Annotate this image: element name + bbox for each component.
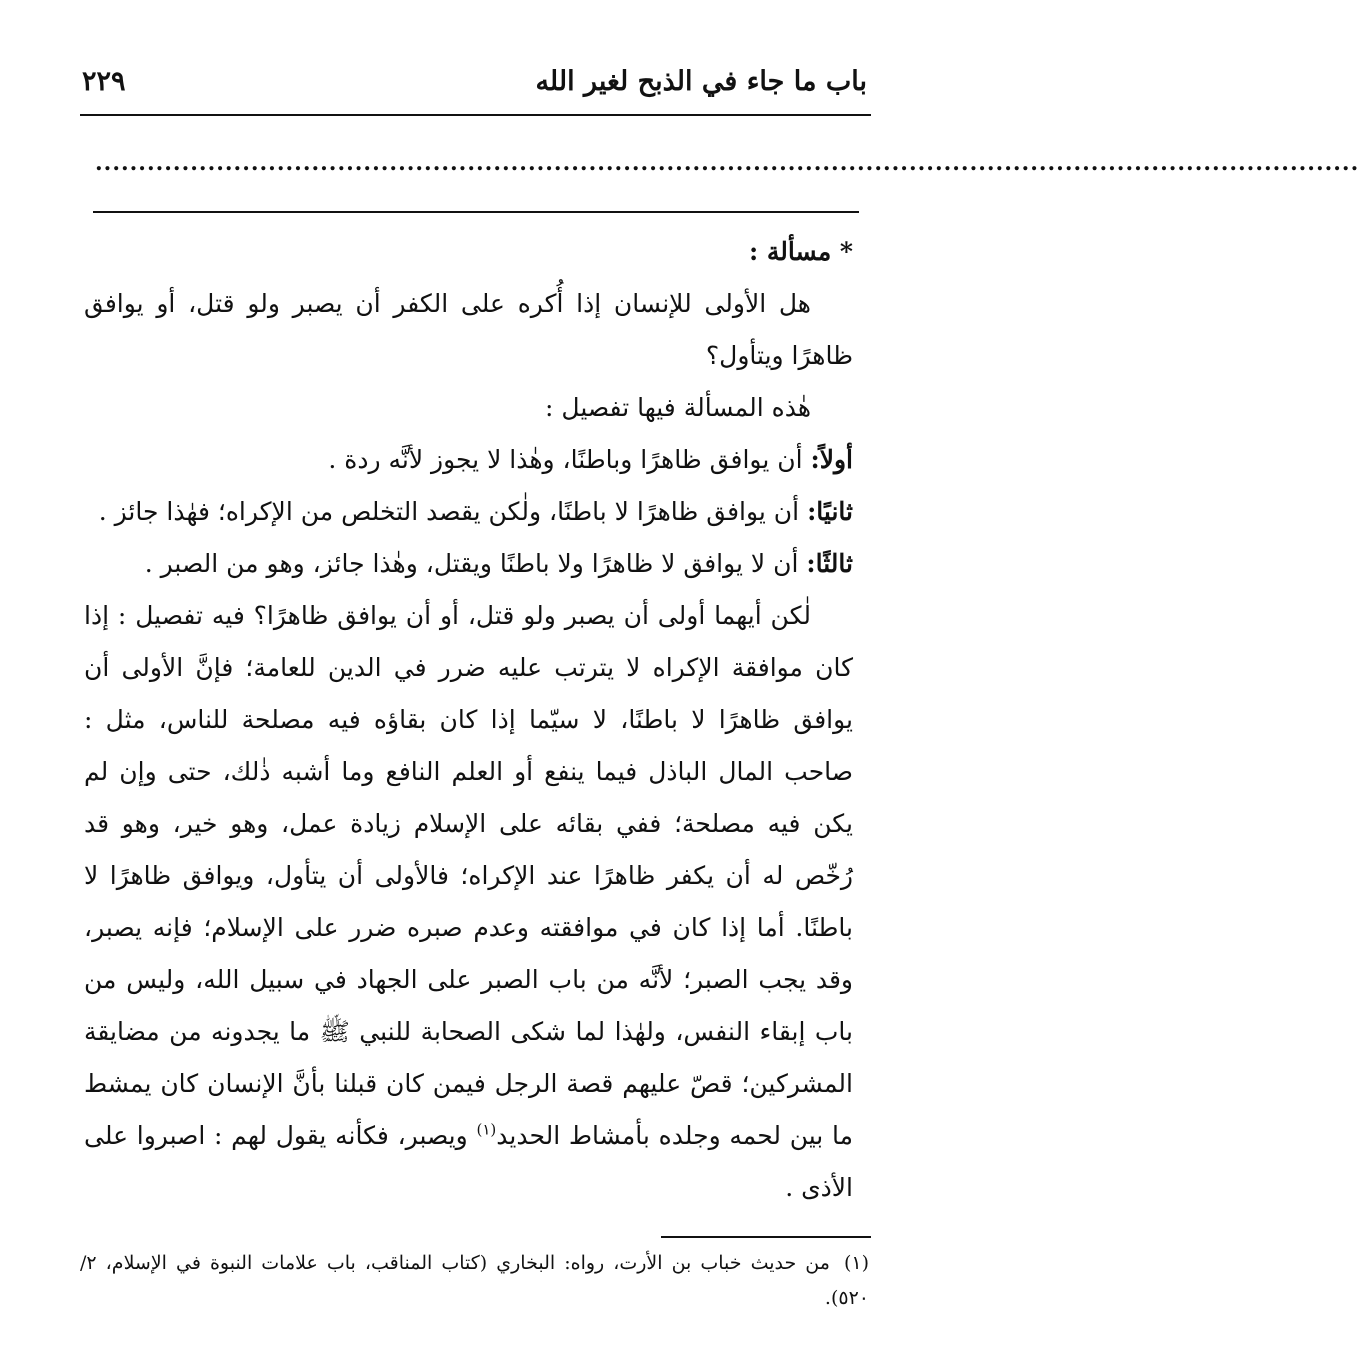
footnote-rule [661,1236,871,1238]
question-paragraph: هل الأولى للإنسان إذا أُكره على الكفر أن يصبر ولو قتل، أو يوافق ظاهرًا ويتأول؟ [84,289,853,370]
footnote-mark: (١) [843,1252,869,1274]
section-rule [93,211,859,213]
footnotes [80,1246,869,1316]
item-second-text: أن يوافق ظاهرًا لا باطنًا، ولٰكن يقصد التخلص من الإكراه؛ فهٰذا جائز . [98,497,800,526]
discussion-text: لٰكن أيهما أولى أن يصبر ولو قتل، أو أن يوافق ظاهرًا؟ فيه تفصيل : إذا كان موافقة الإكراه لا يترتب عليه ضرر في الدين للعامة؛ فإنَّ الأولى أن يوافق ظاهرًا لا باطنًا، لا سيّما إذا كان بقاؤه فيه مصلحة للناس، مثل : صاحب المال الباذل فيما ينفع أو العلم النافع وما أشبه ذٰلك، حتى وإن لم يكن فيه مصلحة؛ ففي بقائه على الإسلام زيادة عمل، وهو خير، وهو قد رُخّص له أن يكفر ظاهرًا عند الإكراه؛ فالأولى أن يتأول، ويوافق ظاهرًا لا باطنًا. أما إذا كان في موافقته وعدم صبره ضرر على الإسلام؛ فإنه يصبر، وقد يجب الصبر؛ لأنَّه من باب الصبر على الجهاد في سبيل الله، وليس من باب إبقاء النفس، ولهٰذا لما شكى الصحابة للنبي ﷺ ما يجدونه من مضايقة المشركين؛ قصّ عليهم قصة الرجل فيمن كان قبلنا بأنَّ الإنسان كان يمشط ما بين لحمه وجلده بأمشاط الحديد [84,601,853,1150]
footnote-reference[interactable]: (١) [476,1120,497,1139]
header-rule [80,114,871,116]
item-first-text: أن يوافق ظاهرًا وباطنًا، وهٰذا لا يجوز لأنَّه ردة . [328,445,803,474]
page-header [82,56,867,106]
item-third-label: ثالثًا: [806,549,853,578]
item-second-label: ثانيًا: [807,497,853,526]
item-third-text: أن لا يوافق لا ظاهرًا ولا باطنًا ويقتل، وهٰذا جائز، وهو من الصبر . [144,549,799,578]
discussion-paragraph [84,590,853,1214]
discussion-ending: ويصبر، فكأنه يقول لهم : اصبروا على الأذى . [84,1121,853,1202]
footnote-text: من حديث خباب بن الأرت، رواه: البخاري (كتاب المناقب، باب علامات النبوة في الإسلام، ٢/ ٥٢٠). [80,1252,869,1309]
item-first [84,434,853,486]
footnote [80,1246,869,1316]
main-text [84,226,853,1214]
item-first-label: أولاً: [810,445,853,474]
omission-dots: .................................................................................................................................................. [95,150,1359,176]
section-title: * مسألة : [748,237,853,266]
item-third [84,538,853,590]
intro-paragraph: هٰذه المسألة فيها تفصيل : [545,393,811,422]
item-second [84,486,853,538]
page-number: ٢٢٩ [82,65,126,97]
running-title: باب ما جاء في الذبح لغير الله [535,65,867,97]
